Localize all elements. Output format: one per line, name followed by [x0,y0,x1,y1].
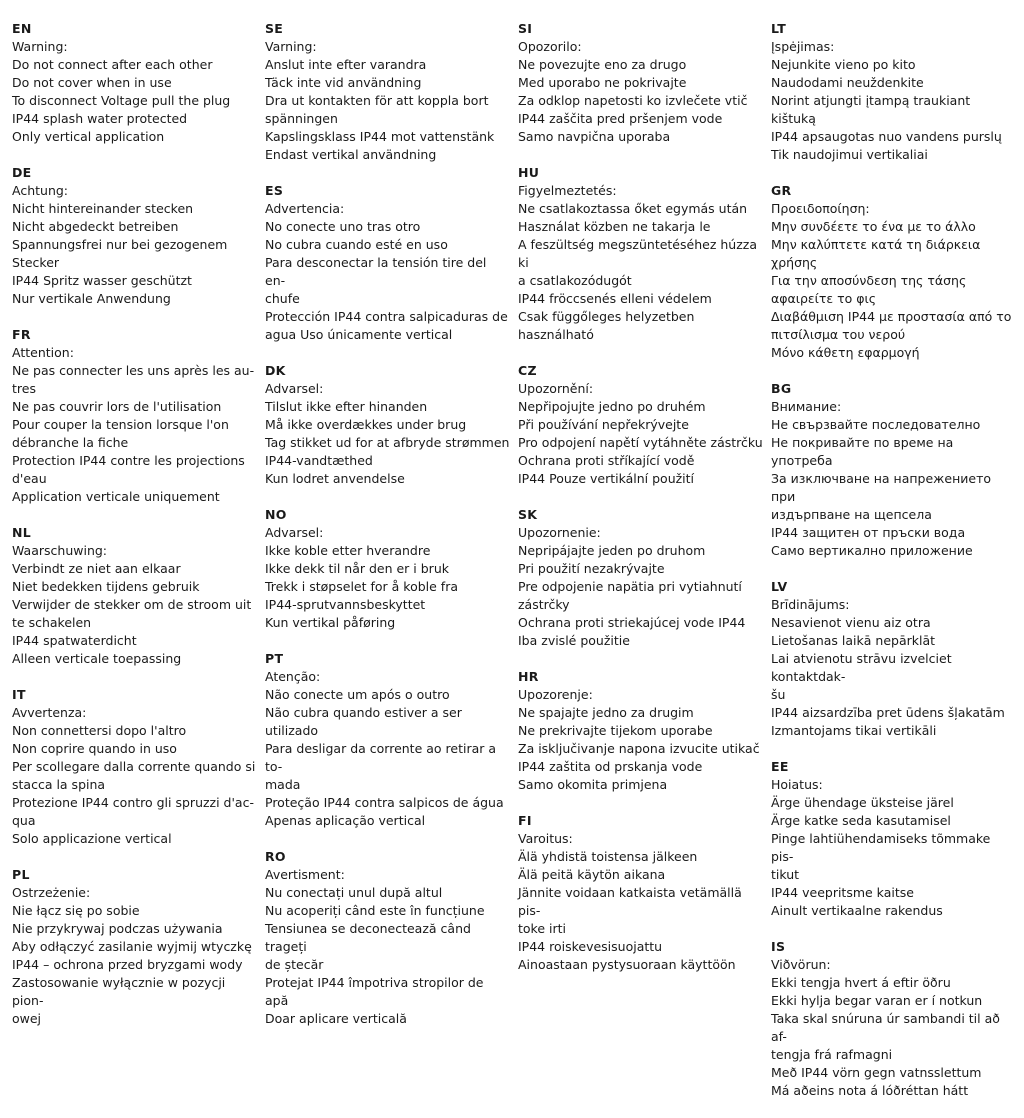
warning-line: a csatlakozódugót [518,273,632,288]
language-section-es [265,182,510,344]
warning-line: Ärge katke seda kasutamisel [771,813,951,828]
language-section-fi [518,812,763,974]
warning-heading: Внимание: [771,399,842,414]
warning-line: За изключване на напрежението при [771,471,992,504]
warning-heading: Achtung: [12,183,69,198]
warning-line: Með IP44 vörn gegn vatnsslettum [771,1065,982,1080]
language-code: FR [12,327,31,342]
warning-line: Protejat IP44 împotriva stropilor de apă [265,975,484,1008]
warning-line: Használat közben ne takarja le [518,219,711,234]
warning-line: IP44 fröccsenés elleni védelem [518,291,712,306]
warning-heading: Upozorenje: [518,687,593,702]
language-section-gr [771,182,1016,362]
warning-line: Не свързвайте последователно [771,417,981,432]
warning-line: Za odklop napetosti ko izvlečete vtič [518,93,748,108]
warning-line: IP44 veepritsme kaitse [771,885,914,900]
warning-line: Kun lodret anvendelse [265,471,405,486]
language-section-pt [265,650,510,830]
warning-line: χρήσης [771,255,818,270]
language-section-se [265,20,510,164]
warning-line: Nie łącz się po sobie [12,903,140,918]
language-code: IT [12,687,26,702]
warning-line: tres [12,381,36,396]
warning-line: Nepřipojujte jedno po druhém [518,399,706,414]
warning-line: Trekk i støpselet for å koble fra [265,579,458,594]
warning-heading: Προειδοποίηση: [771,201,870,216]
language-code: EE [771,759,789,774]
warning-line: Ochrana proti stříkající vodě [518,453,695,468]
warning-heading: Advarsel: [265,381,324,396]
warning-line: Ne povezujte eno za drugo [518,57,687,72]
warning-line: Tag stikket ud for at afbryde strømmen [265,435,510,450]
warning-line: te schakelen [12,615,92,630]
warning-line: IP44 zaštita od prskanja vode [518,759,703,774]
warning-line: Lietošanas laikā nepārklāt [771,633,936,648]
column-2 [265,20,518,1118]
warning-line: Ne csatlakoztassa őket egymás után [518,201,748,216]
warning-line: Tilslut ikke efter hinanden [265,399,428,414]
warning-line: mada [265,777,301,792]
warning-line: Pri použití nezakrývajte [518,561,665,576]
warning-heading: Ostrzeżenie: [12,885,91,900]
warning-line: Aby odłączyć zasilanie wyjmij wtyczkę [12,939,252,954]
warning-line: zástrčky [518,597,570,612]
language-code: NL [12,525,32,540]
language-section-si [518,20,763,146]
warning-line: Ekki hylja begar varan er í notkun [771,993,983,1008]
language-section-fr [12,326,257,506]
warning-line: Dra ut kontakten för att koppla bort [265,93,489,108]
warning-heading: Viðvörun: [771,957,831,972]
warning-heading: Brīdinājums: [771,597,850,612]
language-section-ee [771,758,1016,920]
warning-line: Za isključivanje napona izvucite utikač [518,741,760,756]
warning-line: Non connettersi dopo l'altro [12,723,187,738]
language-section-nl [12,524,257,668]
warning-line: IP44-vandtæthed [265,453,373,468]
language-code: GR [771,183,792,198]
language-code: ES [265,183,284,198]
warning-line: chufe [265,291,300,306]
warning-line: Ainoastaan pystysuoraan käyttöön [518,957,736,972]
warning-heading: Attention: [12,345,74,360]
warning-heading: Upozornenie: [518,525,601,540]
warning-heading: Varoitus: [518,831,573,846]
warning-line: Non coprire quando in uso [12,741,177,756]
language-code: PT [265,651,284,666]
warning-line: Taka skal snúruna úr sambandi til að af- [771,1011,1000,1044]
warning-line: πιτσίλισμα του νερού [771,327,906,342]
language-section-en [12,20,257,146]
language-code: BG [771,381,792,396]
warning-line: tengja frá rafmagni [771,1047,893,1062]
warning-line: Samo okomita primjena [518,777,668,792]
language-code: IS [771,939,786,954]
warning-line: débranche la fiche [12,435,129,450]
warning-line: Για την αποσύνδεση της τάσης [771,273,967,288]
warning-line: Pro odpojení napětí vytáhněte zástrčku [518,435,763,450]
language-code: LV [771,579,788,594]
language-section-ro [265,848,510,1028]
warning-line: Samo navpična uporaba [518,129,671,144]
warning-line: IP44 Pouze vertikální použití [518,471,695,486]
warning-line: No conecte uno tras otro [265,219,421,234]
warning-line: spänningen [265,111,338,126]
warning-line: Med uporabo ne pokrivajte [518,75,687,90]
language-code: HR [518,669,539,684]
warning-line: Norint atjungti įtampą traukiant kištuką [771,93,971,126]
warning-heading: Įspėjimas: [771,39,835,54]
warning-line: šu [771,687,786,702]
warning-line: Täck inte vid användning [265,75,422,90]
warning-line: Má aðeins nota á lóðréttan hátt [771,1083,969,1098]
warning-line: Nesavienot vienu aiz otra [771,615,931,630]
language-code: CZ [518,363,537,378]
warning-line: Doar aplicare verticală [265,1011,407,1026]
warning-line: IP44 roiskevesisuojattu [518,939,663,954]
warning-line: Para desligar da corrente ao retirar a to- [265,741,497,774]
language-code: DK [265,363,286,378]
warning-line: Do not cover when in use [12,75,172,90]
warning-line: Do not connect after each other [12,57,213,72]
warning-line: Ekki tengja hvert á eftir öðru [771,975,951,990]
language-code: SK [518,507,538,522]
warning-line: IP44 spatwaterdicht [12,633,137,648]
warning-line: Nur vertikale Anwendung [12,291,171,306]
warning-line: Não conecte um após o outro [265,687,450,702]
warning-line: IP44 apsaugotas nuo vandens purslų [771,129,1002,144]
warning-line: Lai atvienotu strāvu izvelciet kontaktdak- [771,651,952,684]
warning-heading: Avvertenza: [12,705,87,720]
language-section-is [771,938,1016,1100]
language-section-dk [265,362,510,488]
warning-line: A feszültség megszüntetéséhez húzza ki [518,237,757,270]
warning-heading: Atenção: [265,669,321,684]
warning-line: Jännite voidaan katkaista vetämällä pis- [518,885,742,918]
warning-line: Stecker [12,255,60,270]
language-code: NO [265,507,287,522]
language-section-cz [518,362,763,488]
warning-line: Μόνο κάθετη εφαρμογή [771,345,920,360]
warning-line: stacca la spina [12,777,106,792]
warning-line: Μην συνδέετε το ένα με το άλλο [771,219,976,234]
warning-line: Tensiunea se deconectează când trageți [265,921,471,954]
warning-line: Ne pas connecter les uns après les au- [12,363,255,378]
warning-line: Verbindt ze niet aan elkaar [12,561,181,576]
language-code: SE [265,21,284,36]
language-code: DE [12,165,32,180]
warning-line: IP44 splash water protected [12,111,188,126]
warning-line: IP44-sprutvannsbeskyttet [265,597,426,612]
warning-line: Niet bedekken tijdens gebruik [12,579,200,594]
warning-line: No cubra cuando esté en uso [265,237,448,252]
warning-heading: Advertencia: [265,201,345,216]
warning-line: Csak függőleges helyzetben használható [518,309,695,342]
warning-line: de ștecăr [265,957,324,972]
warning-line: Pinge lahtiühendamiseks tõmmake pis- [771,831,991,864]
warning-line: IP44 защитен от пръски вода [771,525,966,540]
warning-line: Älä peitä käytön aikana [518,867,666,882]
warning-line: Nejunkite vieno po kito [771,57,916,72]
warning-line: Само вертикално приложение [771,543,973,558]
warning-line: Ärge ühendage üksteise järel [771,795,954,810]
warning-heading: Advarsel: [265,525,324,540]
warning-line: Ne spajajte jedno za drugim [518,705,694,720]
language-section-sk [518,506,763,650]
language-section-hr [518,668,763,794]
language-code: LT [771,21,787,36]
warning-heading: Warning: [12,39,68,54]
warning-line: Izmantojams tikai vertikāli [771,723,937,738]
language-code: FI [518,813,532,828]
warning-line: Não cubra quando estiver a ser utilizado [265,705,462,738]
warning-line: Διαβάθμιση IP44 με προστασία από το [771,309,1012,324]
warning-heading: Upozornění: [518,381,594,396]
warning-line: Må ikke overdækkes under brug [265,417,467,432]
language-code: RO [265,849,286,864]
warning-line: To disconnect Voltage pull the plug [12,93,231,108]
language-section-bg [771,380,1016,560]
warning-heading: Opozorilo: [518,39,582,54]
warning-heading: Avertisment: [265,867,345,882]
warning-line: owej [12,1011,42,1026]
warning-line: Pre odpojenie napätia pri vytiahnutí [518,579,742,594]
warning-line: Ainult vertikaalne rakendus [771,903,943,918]
warning-line: IP44 – ochrona przed bryzgami wody [12,957,243,972]
warning-line: agua Uso únicamente vertical [265,327,453,342]
warning-heading: Varning: [265,39,317,54]
warning-line: Endast vertikal användning [265,147,437,162]
warning-line: Nie przykrywaj podczas używania [12,921,223,936]
warning-line: Protection IP44 contre les projections [12,453,245,468]
warning-line: Μην καλύπτετε κατά τη διάρκεια [771,237,981,252]
column-3 [518,20,771,1118]
warning-line: IP44 aizsardzība pret ūdens šļakatām [771,705,1005,720]
column-4 [771,20,1024,1118]
language-code: PL [12,867,30,882]
language-section-lv [771,578,1016,740]
warning-line: Per scollegare dalla corrente quando si [12,759,256,774]
warning-heading: Waarschuwing: [12,543,108,558]
warning-heading: Hoiatus: [771,777,823,792]
language-code: SI [518,21,533,36]
warning-line: Zastosowanie wyłącznie w pozycji pion- [12,975,226,1008]
warning-line: Pour couper la tension lorsque l'on [12,417,229,432]
warning-line: Proteção IP44 contra salpicos de água [265,795,504,810]
warning-line: Не покривайте по време на употреба [771,435,954,468]
warning-line: qua [12,813,36,828]
warning-line: Apenas aplicação vertical [265,813,426,828]
warning-line: Nicht hintereinander stecken [12,201,194,216]
warning-line: Spannungsfrei nur bei gezogenem [12,237,228,252]
warning-line: IP44 Spritz wasser geschützt [12,273,192,288]
warning-line: Při používání nepřekrývejte [518,417,689,432]
warning-line: Solo applicazione vertical [12,831,172,846]
warning-line: Nepripájajte jeden po druhom [518,543,706,558]
warning-line: Ochrana proti striekajúcej vode IP44 [518,615,746,630]
warning-line: Application verticale uniquement [12,489,220,504]
warning-line: Alleen verticale toepassing [12,651,182,666]
warning-line: Iba zvislé použitie [518,633,630,648]
warning-line: Para desconectar la tensión tire del en- [265,255,487,288]
warning-line: Ne pas couvrir lors de l'utilisation [12,399,222,414]
warning-line: Ikke dekk til når den er i bruk [265,561,449,576]
warning-line: tikut [771,867,800,882]
warning-line: IP44 zaščita pred pršenjem vode [518,111,723,126]
language-section-pl [12,866,257,1028]
warning-line: Nu conectați unul după altul [265,885,443,900]
warning-line: Protezione IP44 contro gli spruzzi d'ac- [12,795,254,810]
warning-line: Protección IP44 contra salpicaduras de [265,309,508,324]
warning-line: Ikke koble etter hverandre [265,543,431,558]
warning-line: Verwijder de stekker om de stroom uit [12,597,252,612]
warning-line: Tik naudojimui vertikaliai [771,147,928,162]
warning-line: Nu acoperiți când este în funcțiune [265,903,485,918]
warning-line: Älä yhdistä toistensa jälkeen [518,849,698,864]
warning-line: toke irti [518,921,566,936]
warning-line: Anslut inte efter varandra [265,57,427,72]
warning-line: Kapslingsklass IP44 mot vattenstänk [265,129,495,144]
language-section-hu [518,164,763,344]
warning-line: αφαιρείτε το φις [771,291,877,306]
language-code: HU [518,165,540,180]
language-code: EN [12,21,32,36]
warning-line: издърпване на щепсела [771,507,932,522]
warning-line: Only vertical application [12,129,165,144]
column-1 [12,20,265,1118]
warning-heading: Figyelmeztetés: [518,183,617,198]
warning-line: d'eau [12,471,47,486]
language-section-lt [771,20,1016,164]
language-section-no [265,506,510,632]
warning-line: Kun vertikal påføring [265,615,396,630]
language-section-de [12,164,257,308]
warning-line: Ne prekrivajte tijekom uporabe [518,723,713,738]
warning-line: Nicht abgedeckt betreiben [12,219,179,234]
language-section-it [12,686,257,848]
warning-line: Naudodami neuždenkite [771,75,924,90]
